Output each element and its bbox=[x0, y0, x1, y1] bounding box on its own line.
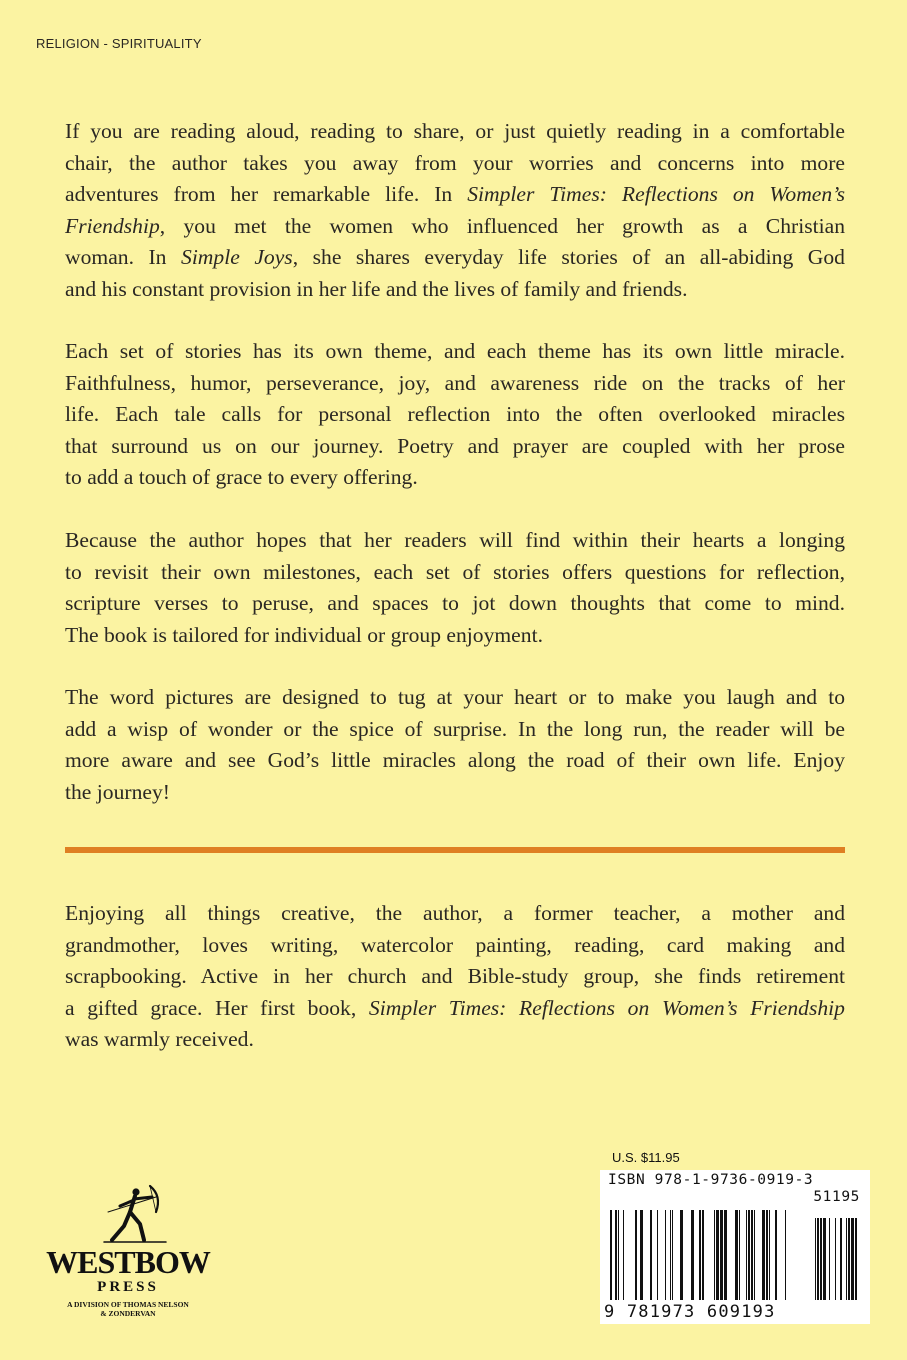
barcode-bar bbox=[851, 1218, 854, 1300]
barcode-bar bbox=[751, 1210, 753, 1300]
supplement-code: 51195 bbox=[813, 1189, 860, 1205]
barcode-bar bbox=[785, 1210, 786, 1300]
blurb-line: The word pictures are designed to tug at your heart or to make you laugh and to bbox=[65, 685, 845, 709]
blurb-line: the journey! bbox=[65, 779, 170, 804]
barcode-bar bbox=[840, 1218, 842, 1300]
blurb-paragraph-2 bbox=[65, 336, 845, 494]
barcode-bar bbox=[855, 1218, 857, 1300]
publisher-division bbox=[38, 1300, 218, 1318]
barcode-bar bbox=[670, 1210, 671, 1300]
isbn-label: ISBN 978-1-9736-0919-3 bbox=[608, 1172, 814, 1188]
blurb-paragraph-3 bbox=[65, 525, 845, 651]
barcode-bar bbox=[846, 1218, 847, 1300]
bio-line: Enjoying all things creative, the author, a former teacher, a mother and bbox=[65, 901, 845, 925]
category-label: RELIGION - SPIRITUALITY bbox=[36, 36, 202, 51]
blurb-line: life. Each tale calls for personal reflection into the often overlooked miracles bbox=[65, 402, 845, 426]
ean-digits: 9 781973 609193 bbox=[604, 1302, 776, 1322]
barcode-bar bbox=[699, 1210, 701, 1300]
barcode-bar bbox=[720, 1210, 723, 1300]
blurb-line: Because the author hopes that her readers will find within their hearts a longing bbox=[65, 528, 845, 552]
publisher-name: WESTBOW bbox=[46, 1244, 210, 1280]
barcode-bar bbox=[823, 1218, 826, 1300]
section-divider bbox=[65, 847, 845, 853]
author-bio bbox=[65, 898, 845, 1056]
barcode-bar bbox=[702, 1210, 704, 1300]
blurb-line: If you are reading aloud, reading to share, or just quietly reading in a comfortable bbox=[65, 119, 845, 143]
blurb-line: The book is tailored for individual or group enjoyment. bbox=[65, 622, 543, 647]
division-line: & ZONDERVAN bbox=[100, 1309, 156, 1318]
blurb-line: and his constant provision in her life and the lives of family and friends. bbox=[65, 276, 688, 301]
blurb-paragraph-4 bbox=[65, 682, 845, 808]
barcode-bar bbox=[618, 1210, 619, 1300]
barcode-bar bbox=[724, 1210, 727, 1300]
barcode-bar bbox=[716, 1210, 719, 1300]
barcode-bar bbox=[714, 1210, 715, 1300]
barcode-bar bbox=[635, 1210, 637, 1300]
blurb-line: Each set of stories has its own theme, and each theme has its own little miracle. bbox=[65, 339, 845, 363]
blurb-line: Faithfulness, humor, perseverance, joy, and awareness ride on the tracks of her bbox=[65, 370, 845, 395]
barcode-bar bbox=[815, 1218, 816, 1300]
barcode-bar bbox=[754, 1210, 755, 1300]
blurb-line: to add a touch of grace to every offering. bbox=[65, 465, 418, 489]
barcode-bar bbox=[691, 1210, 694, 1300]
bio-line: was warmly received. bbox=[65, 1027, 254, 1051]
publisher-logo bbox=[38, 1182, 218, 1322]
division-line: A DIVISION OF THOMAS NELSON bbox=[67, 1300, 189, 1309]
barcode-bar bbox=[817, 1218, 819, 1300]
barcode-bar bbox=[665, 1210, 666, 1300]
barcode-bar bbox=[640, 1210, 643, 1300]
barcode-panel bbox=[600, 1170, 870, 1324]
barcode-bar bbox=[739, 1210, 740, 1300]
barcode-bar bbox=[623, 1210, 624, 1300]
publisher-press: PRESS bbox=[97, 1279, 159, 1295]
barcode-bar bbox=[746, 1210, 747, 1300]
barcode-bar bbox=[835, 1218, 836, 1300]
barcode-bar bbox=[762, 1210, 765, 1300]
barcode-bars bbox=[608, 1210, 864, 1302]
barcode-bar bbox=[610, 1210, 612, 1300]
barcode-bar bbox=[829, 1218, 830, 1300]
blurb-line: that surround us on our journey. Poetry and prayer are coupled with her prose bbox=[65, 433, 845, 458]
blurb-line: scripture verses to peruse, and spaces to jot down thoughts that come to mind. bbox=[65, 591, 845, 615]
archer-icon bbox=[100, 1182, 170, 1244]
blurb-line: Friendship, you met the women who influenced her growth as a Christian bbox=[65, 213, 845, 238]
barcode-bar bbox=[615, 1210, 617, 1300]
barcode-bar bbox=[657, 1210, 658, 1300]
blurb-line: woman. In Simple Joys, she shares everyday life stories of an all-abiding God bbox=[65, 245, 845, 269]
blurb-line: adventures from her remarkable life. In Simpler Times: Reflections on Women’s bbox=[65, 182, 845, 206]
bio-line: a gifted grace. Her first book, Simpler Times: Reflections on Women’s Friendship bbox=[65, 995, 845, 1020]
blurb-line: to revisit their own milestones, each set of stories offers questions for reflection, bbox=[65, 559, 845, 584]
bio-line: grandmother, loves writing, watercolor painting, reading, card making and bbox=[65, 932, 845, 957]
barcode-bar bbox=[769, 1210, 770, 1300]
barcode-bar bbox=[680, 1210, 683, 1300]
blurb-line: more aware and see God’s little miracles along the road of their own life. Enjoy bbox=[65, 748, 845, 772]
barcode-bar bbox=[766, 1210, 768, 1300]
bio-line: scrapbooking. Active in her church and Bible-study group, she finds retirement bbox=[65, 964, 845, 988]
barcode-bar bbox=[735, 1210, 738, 1300]
barcode-bar bbox=[775, 1210, 777, 1300]
price-label: U.S. $11.95 bbox=[612, 1150, 680, 1165]
barcode-bar bbox=[672, 1210, 673, 1300]
blurb-line: chair, the author takes you away from your worries and concerns into more bbox=[65, 150, 845, 175]
blurb-paragraph-1 bbox=[65, 116, 845, 305]
blurb-line: add a wisp of wonder or the spice of surprise. In the long run, the reader will be bbox=[65, 716, 845, 741]
barcode-bar bbox=[650, 1210, 652, 1300]
barcode-bar bbox=[848, 1218, 850, 1300]
barcode-bar bbox=[820, 1218, 822, 1300]
barcode-bar bbox=[748, 1210, 750, 1300]
